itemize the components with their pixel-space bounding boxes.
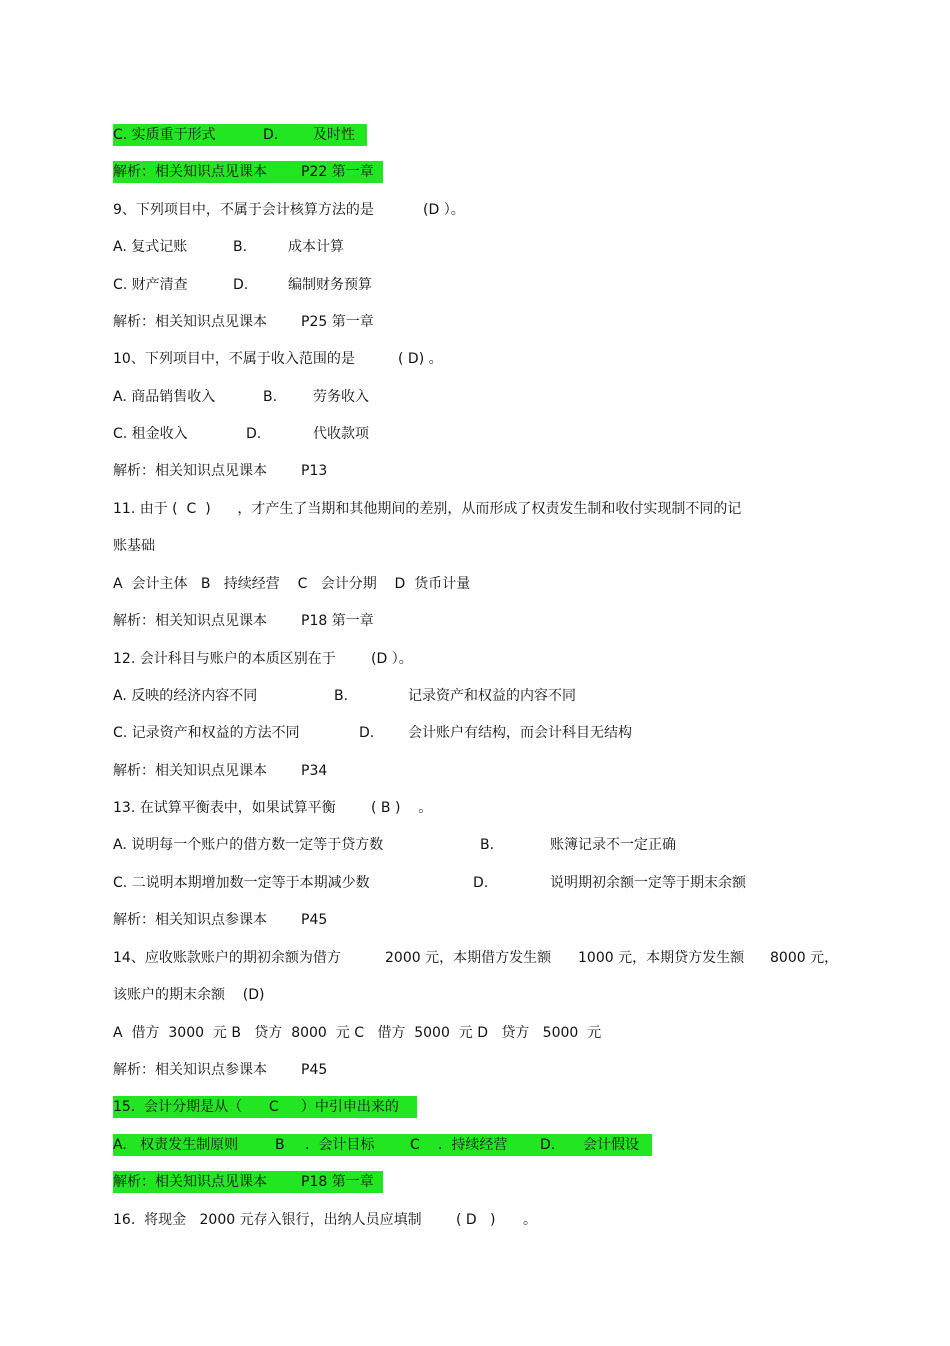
text-line <box>113 1059 833 1081</box>
text-line <box>113 909 833 931</box>
text-segment: 16. 将现金 2000 元存入银行，出纳人员应填制 <box>113 1212 422 1228</box>
text-segment: B. <box>263 389 278 405</box>
text-segment: 成本计算 <box>288 239 344 255</box>
text-segment: 12. 会计科目与账户的本质区别在于 <box>113 651 336 667</box>
text-line <box>113 423 833 445</box>
text-segment: ( B ) 。 <box>371 800 433 816</box>
text-line <box>113 984 833 1006</box>
text-segment: 解析：相关知识点见课本 <box>113 613 267 629</box>
text-segment: D. <box>233 277 249 293</box>
text-segment: C. 财产清查 <box>113 277 188 293</box>
text-line <box>113 498 833 520</box>
highlighted-text-line <box>113 1134 652 1156</box>
text-segment: 解析：相关知识点参课本 <box>113 912 267 928</box>
text-segment: ( D ) <box>456 1212 496 1228</box>
text-line <box>113 648 833 670</box>
text-segment: A. 权责发生制原则 <box>113 1137 239 1153</box>
text-line <box>113 386 833 408</box>
text-segment: 解析：相关知识点参课本 <box>113 1062 267 1078</box>
text-segment: D. <box>540 1137 556 1153</box>
text-segment: (D ）。 <box>423 202 465 218</box>
text-segment: P13 <box>301 463 328 479</box>
text-line <box>113 236 833 258</box>
text-segment: 编制财务预算 <box>288 277 372 293</box>
text-line <box>113 535 833 557</box>
text-segment: A. 反映的经济内容不同 <box>113 688 258 704</box>
text-segment: P18 第一章 <box>301 613 374 629</box>
text-line <box>113 348 833 370</box>
text-line <box>113 199 833 221</box>
text-segment: 8000 元， <box>770 950 839 966</box>
text-segment: 13. 在试算平衡表中，如果试算平衡 <box>113 800 336 816</box>
text-segment: 解析：相关知识点见课本 <box>113 314 267 330</box>
text-line <box>113 722 833 744</box>
text-segment: 账簿记录不一定正确 <box>550 837 676 853</box>
text-segment: 解析：相关知识点见课本 <box>113 1174 267 1190</box>
text-line <box>113 460 833 482</box>
text-segment: 劳务收入 <box>313 389 369 405</box>
text-segment: C <box>410 1137 420 1153</box>
text-segment: . 持续经营 <box>438 1137 508 1153</box>
text-segment: . 会计目标 <box>305 1137 375 1153</box>
text-segment: B. <box>334 688 349 704</box>
text-segment: 9、下列项目中，不属于会计核算方法的是 <box>113 202 374 218</box>
highlighted-text-line <box>113 1171 383 1193</box>
text-segment: B <box>275 1137 285 1153</box>
text-segment: 1000 元，本期贷方发生额 <box>578 950 745 966</box>
text-segment: C. 记录资产和权益的方法不同 <box>113 725 300 741</box>
text-line <box>113 610 833 632</box>
text-segment: ( D) 。 <box>398 351 443 367</box>
text-segment: 及时性 <box>313 127 355 143</box>
text-segment: 该账户的期末余额 (D) <box>113 987 265 1003</box>
text-segment: 11. 由于 ( C ) ，才产生了当期和其他期间的差别，从而形成了权责发生制和收付实现制不同的记 <box>113 501 742 517</box>
text-segment: A 会计主体 B 持续经营 C 会计分期 D 货币计量 <box>113 576 471 592</box>
text-segment: P34 <box>301 763 328 779</box>
text-segment: P45 <box>301 912 328 928</box>
text-line <box>113 685 833 707</box>
text-segment: C. 二说明本期增加数一定等于本期减少数 <box>113 875 370 891</box>
text-segment: D. <box>359 725 375 741</box>
text-segment: 15. 会计分期是从（ C ）中引申出来的 <box>113 1099 399 1115</box>
text-line <box>113 1209 833 1231</box>
text-segment: D. <box>246 426 262 442</box>
text-segment: P22 第一章 <box>301 164 374 180</box>
text-line <box>113 274 833 296</box>
text-segment: 账基础 <box>113 538 155 554</box>
text-line <box>113 947 839 969</box>
text-segment: P45 <box>301 1062 328 1078</box>
text-segment: 会计假设 <box>583 1137 639 1153</box>
text-line <box>113 573 833 595</box>
highlighted-text-line <box>113 1096 417 1118</box>
text-line <box>113 872 833 894</box>
highlighted-text-line <box>113 124 367 146</box>
text-segment: C. 实质重于形式 <box>113 127 216 143</box>
text-line <box>113 760 833 782</box>
text-segment: A. 说明每一个账户的借方数一定等于贷方数 <box>113 837 384 853</box>
text-segment: B. <box>233 239 248 255</box>
text-segment: 2000 元，本期借方发生额 <box>385 950 552 966</box>
text-segment: 记录资产和权益的内容不同 <box>408 688 576 704</box>
text-segment: 会计账户有结构，而会计科目无结构 <box>408 725 632 741</box>
text-segment: P25 第一章 <box>301 314 374 330</box>
text-segment: D. <box>263 127 279 143</box>
text-line <box>113 311 833 333</box>
text-segment: 解析：相关知识点见课本 <box>113 463 267 479</box>
text-segment: 说明期初余额一定等于期末余额 <box>550 875 746 891</box>
text-segment: A. 复式记账 <box>113 239 188 255</box>
text-line <box>113 834 833 856</box>
text-segment: A. 商品销售收入 <box>113 389 216 405</box>
text-segment: A 借方 3000 元 B 贷方 8000 元 C 借方 5000 元 D 贷方 5000 元 <box>113 1025 602 1041</box>
text-segment: P18 第一章 <box>301 1174 374 1190</box>
text-segment: 解析：相关知识点见课本 <box>113 164 267 180</box>
text-segment: C. 租金收入 <box>113 426 188 442</box>
text-segment: B. <box>480 837 495 853</box>
text-segment: 代收款项 <box>313 426 369 442</box>
text-segment: 10、下列项目中，不属于收入范围的是 <box>113 351 355 367</box>
text-line <box>113 1022 833 1044</box>
text-segment: D. <box>473 875 489 891</box>
text-segment: 14、应收账款账户的期初余额为借方 <box>113 950 341 966</box>
text-segment: (D ）。 <box>371 651 413 667</box>
highlighted-text-line <box>113 161 383 183</box>
text-line <box>113 797 833 819</box>
text-segment: 解析：相关知识点见课本 <box>113 763 267 779</box>
text-segment: 。 <box>523 1212 537 1228</box>
